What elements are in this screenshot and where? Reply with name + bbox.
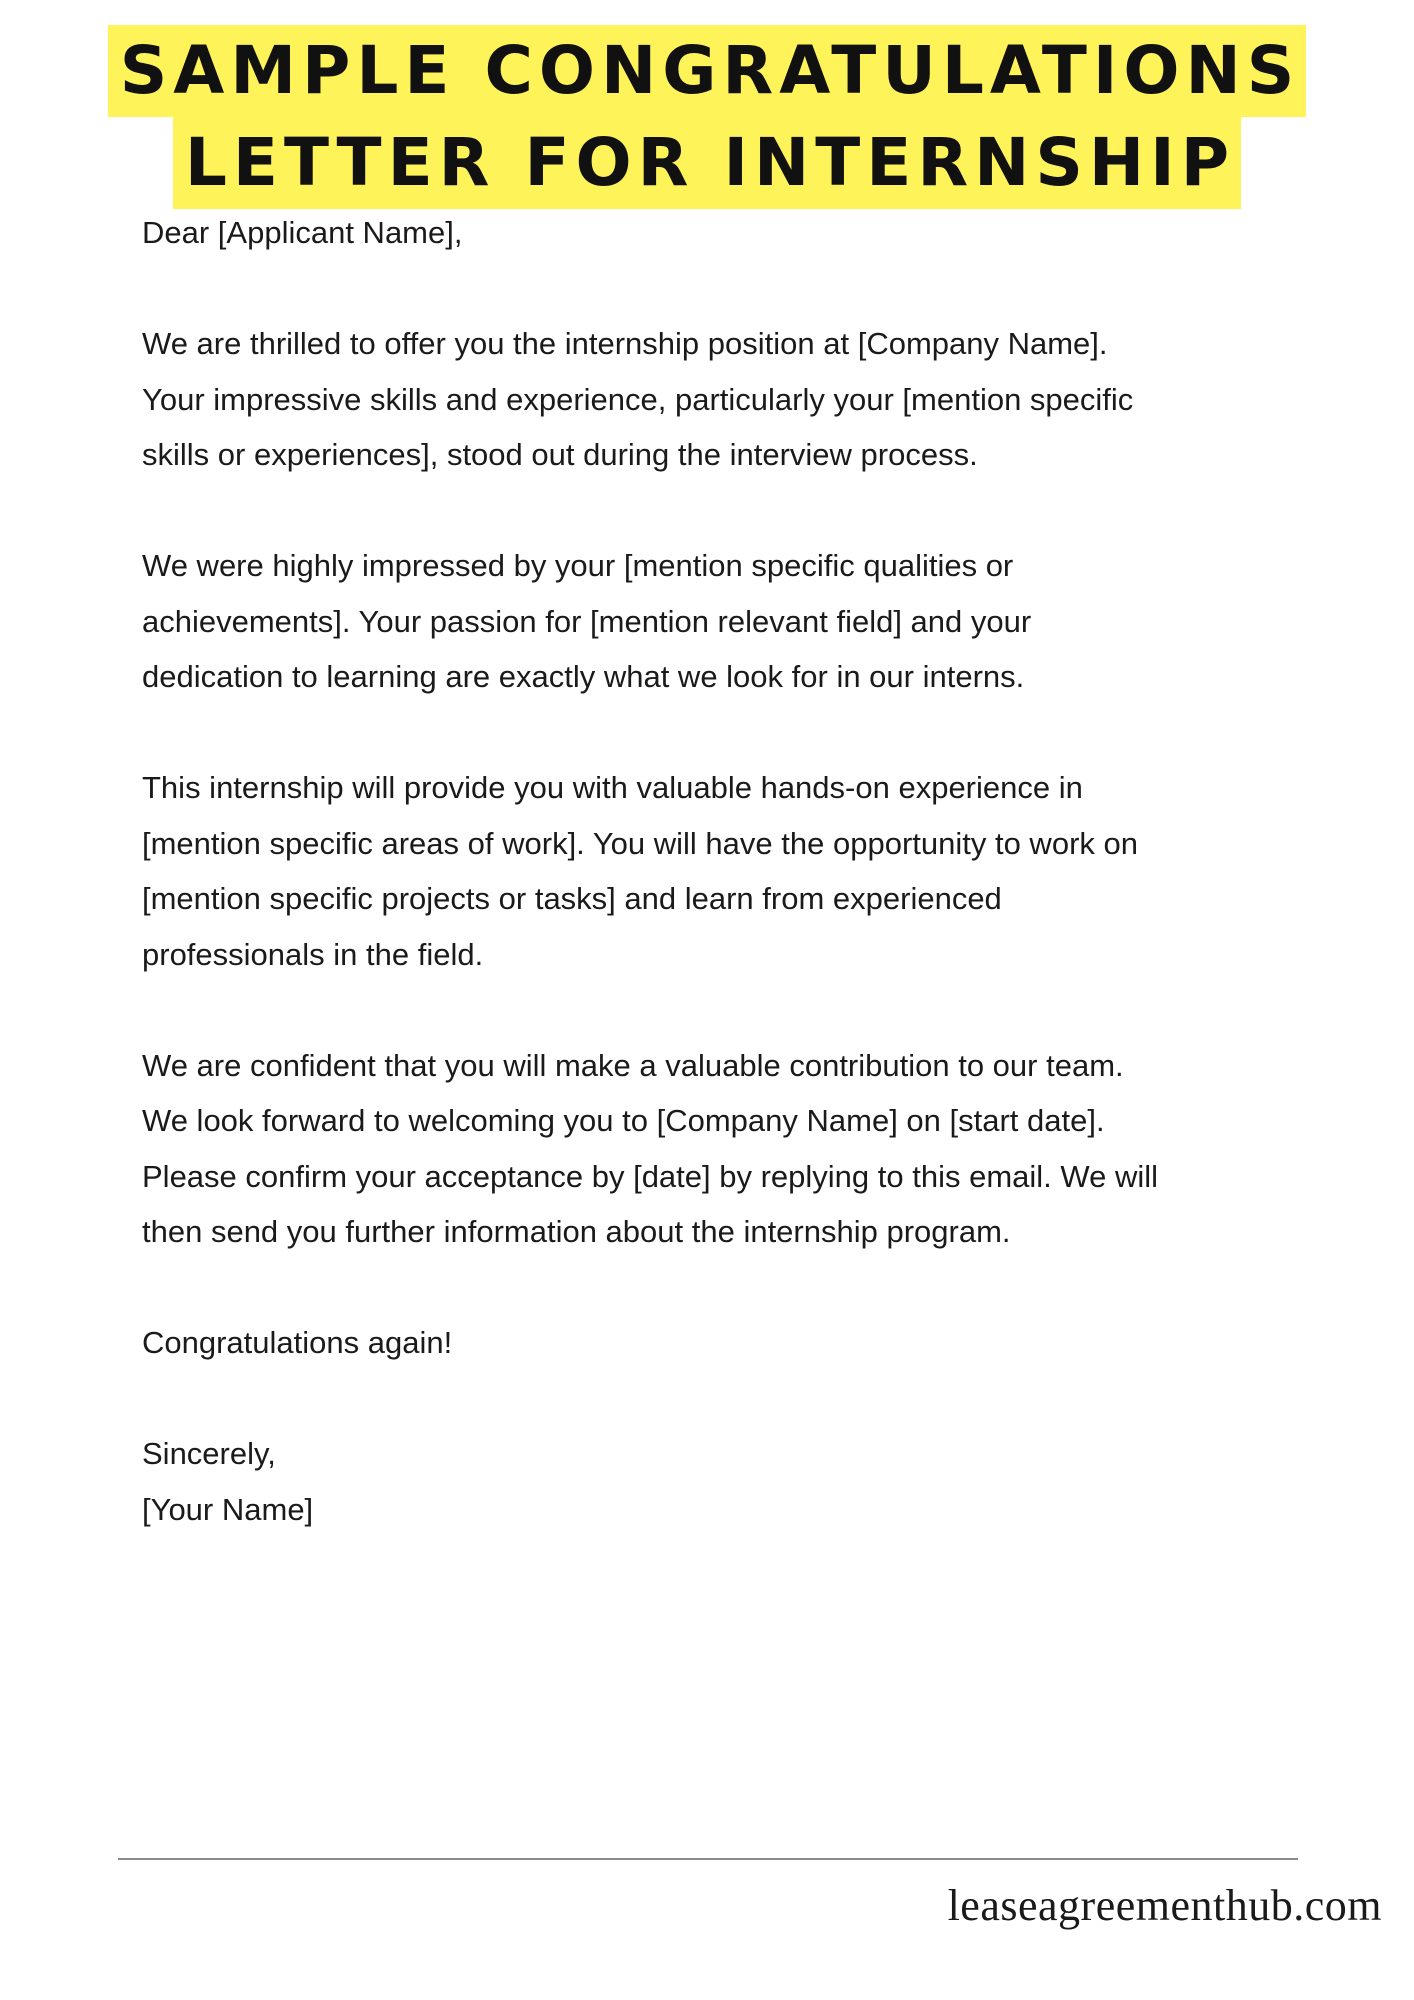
document-title [0,25,1414,209]
paragraph-internship-details: This internship will provide you with valuable hands-on experience in [mention specific areas of work]. You will have the opportunity to work on [mention specific projects or tasks] and learn from experienced professionals in the field. [142,770,1138,972]
paragraph-confirmation: We are confident that you will make a valuable contribution to our team. We look forward to welcoming you to [Company Name] on [start date]. Please confirm your acceptance by [date] by replying to this email. We will then send you further information about the internship program. [142,1047,1159,1249]
signature: [Your Name] [142,1491,314,1527]
footer-divider [118,1858,1298,1860]
paragraph-impressed: We were highly impressed by your [mention specific qualities or achievements]. Your passion for [mention relevant field] and your dedication to learning are exactly what we look for in our interns. [142,548,1032,694]
title-line-2: LETTER FOR INTERNSHIP [173,117,1241,209]
footer-website: leaseagreementhub.com [947,1881,1382,1930]
letter-body [142,205,1317,1537]
salutation: Dear [Applicant Name], [142,215,463,250]
closing-line: Congratulations again! [142,1325,453,1360]
paragraph-offer: We are thrilled to offer you the internship position at [Company Name]. Your impressive skills and experience, particularly your [mention specific skills or experiences], stood out during the interview process. [142,326,1134,472]
signoff: Sincerely, [142,1436,276,1471]
title-line-1: SAMPLE CONGRATULATIONS [108,25,1307,117]
